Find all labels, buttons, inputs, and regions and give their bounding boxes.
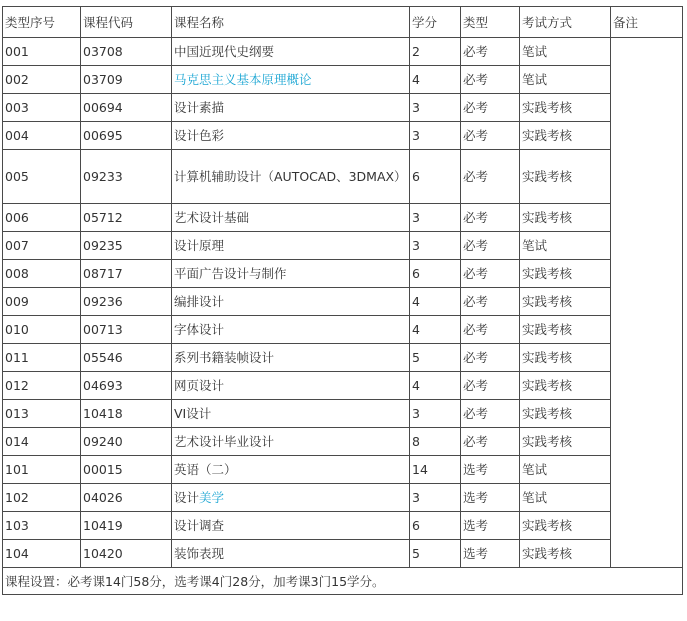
cell-credits: 4 [410, 316, 461, 344]
cell-code: 10419 [81, 512, 172, 540]
cell-name [172, 66, 410, 94]
cell-type: 必考 [461, 288, 520, 316]
cell-credits: 14 [410, 456, 461, 484]
cell-seq: 005 [3, 150, 81, 204]
cell-seq: 002 [3, 66, 81, 94]
cell-type: 必考 [461, 372, 520, 400]
cell-seq: 010 [3, 316, 81, 344]
cell-exam: 实践考核 [520, 204, 611, 232]
cell-code: 09240 [81, 428, 172, 456]
cell-seq: 102 [3, 484, 81, 512]
cell-name: 计算机辅助设计（AUTOCAD、3DMAX） [172, 150, 410, 204]
cell-exam: 笔试 [520, 456, 611, 484]
table-row [3, 260, 683, 288]
cell-code: 09236 [81, 288, 172, 316]
cell-seq: 101 [3, 456, 81, 484]
cell-code: 05712 [81, 204, 172, 232]
table-row [3, 204, 683, 232]
cell-credits: 5 [410, 540, 461, 568]
cell-code: 05546 [81, 344, 172, 372]
cell-exam: 实践考核 [520, 540, 611, 568]
table-row [3, 484, 683, 512]
table-row [3, 122, 683, 150]
cell-code: 04693 [81, 372, 172, 400]
table-header-row [3, 7, 683, 38]
header-credits: 学分 [410, 7, 461, 38]
cell-type: 选考 [461, 512, 520, 540]
cell-name [172, 484, 410, 512]
cell-seq: 009 [3, 288, 81, 316]
cell-seq: 004 [3, 122, 81, 150]
cell-type: 必考 [461, 400, 520, 428]
cell-code: 03709 [81, 66, 172, 94]
course-name-link[interactable]: 马克思主义基本原理概论 [174, 72, 312, 87]
table-row [3, 66, 683, 94]
cell-code: 04026 [81, 484, 172, 512]
cell-code: 00695 [81, 122, 172, 150]
cell-seq: 001 [3, 38, 81, 66]
table-footer-row [3, 568, 683, 595]
table-row [3, 428, 683, 456]
cell-name: 系列书籍装帧设计 [172, 344, 410, 372]
cell-exam: 笔试 [520, 232, 611, 260]
cell-credits: 3 [410, 94, 461, 122]
cell-name: 艺术设计基础 [172, 204, 410, 232]
table-row [3, 38, 683, 66]
cell-seq: 011 [3, 344, 81, 372]
header-exam: 考试方式 [520, 7, 611, 38]
cell-name: 设计原理 [172, 232, 410, 260]
cell-type: 选考 [461, 484, 520, 512]
course-name-link[interactable]: 美学 [199, 490, 225, 505]
cell-name: 平面广告设计与制作 [172, 260, 410, 288]
cell-credits: 5 [410, 344, 461, 372]
cell-seq: 103 [3, 512, 81, 540]
cell-credits: 3 [410, 204, 461, 232]
cell-type: 必考 [461, 94, 520, 122]
cell-credits: 3 [410, 122, 461, 150]
table-row [3, 288, 683, 316]
cell-type: 必考 [461, 232, 520, 260]
cell-type: 必考 [461, 66, 520, 94]
table-row [3, 344, 683, 372]
table-row [3, 316, 683, 344]
cell-credits: 6 [410, 512, 461, 540]
cell-name: 设计素描 [172, 94, 410, 122]
cell-code: 03708 [81, 38, 172, 66]
cell-exam: 实践考核 [520, 94, 611, 122]
cell-exam: 实践考核 [520, 122, 611, 150]
cell-credits: 3 [410, 232, 461, 260]
cell-name: 设计调查 [172, 512, 410, 540]
header-note: 备注 [611, 7, 683, 38]
header-code: 课程代码 [81, 7, 172, 38]
cell-code: 00694 [81, 94, 172, 122]
cell-credits: 6 [410, 150, 461, 204]
cell-name: VI设计 [172, 400, 410, 428]
cell-exam: 实践考核 [520, 400, 611, 428]
cell-name: 字体设计 [172, 316, 410, 344]
cell-type: 必考 [461, 344, 520, 372]
header-seq: 类型序号 [3, 7, 81, 38]
cell-credits: 4 [410, 288, 461, 316]
cell-seq: 008 [3, 260, 81, 288]
cell-name: 装饰表现 [172, 540, 410, 568]
cell-name: 中国近现代史纲要 [172, 38, 410, 66]
cell-code: 09235 [81, 232, 172, 260]
cell-exam: 笔试 [520, 66, 611, 94]
table-row [3, 512, 683, 540]
cell-seq: 012 [3, 372, 81, 400]
cell-exam: 实践考核 [520, 372, 611, 400]
cell-credits: 6 [410, 260, 461, 288]
cell-exam: 实践考核 [520, 288, 611, 316]
cell-credits: 8 [410, 428, 461, 456]
cell-type: 必考 [461, 204, 520, 232]
cell-type: 必考 [461, 316, 520, 344]
table-row [3, 94, 683, 122]
cell-seq: 014 [3, 428, 81, 456]
cell-name: 英语（二） [172, 456, 410, 484]
cell-type: 必考 [461, 122, 520, 150]
cell-exam: 实践考核 [520, 150, 611, 204]
cell-credits: 3 [410, 484, 461, 512]
cell-exam: 笔试 [520, 38, 611, 66]
cell-name: 艺术设计毕业设计 [172, 428, 410, 456]
table-row [3, 400, 683, 428]
cell-code: 00713 [81, 316, 172, 344]
cell-exam: 实践考核 [520, 428, 611, 456]
cell-seq: 007 [3, 232, 81, 260]
cell-name: 编排设计 [172, 288, 410, 316]
cell-type: 必考 [461, 260, 520, 288]
table-row [3, 372, 683, 400]
table-row [3, 540, 683, 568]
note-cell [611, 38, 683, 568]
cell-exam: 实践考核 [520, 316, 611, 344]
table-row [3, 150, 683, 204]
cell-exam: 笔试 [520, 484, 611, 512]
cell-type: 选考 [461, 540, 520, 568]
cell-code: 10418 [81, 400, 172, 428]
course-summary: 课程设置：必考课14门58分，选考课4门28分，加考课3门15学分。 [3, 568, 683, 595]
cell-seq: 013 [3, 400, 81, 428]
cell-type: 选考 [461, 456, 520, 484]
cell-name: 设计色彩 [172, 122, 410, 150]
cell-type: 必考 [461, 150, 520, 204]
cell-exam: 实践考核 [520, 344, 611, 372]
cell-seq: 006 [3, 204, 81, 232]
header-type: 类型 [461, 7, 520, 38]
cell-type: 必考 [461, 38, 520, 66]
cell-credits: 4 [410, 372, 461, 400]
table-row [3, 232, 683, 260]
cell-code: 10420 [81, 540, 172, 568]
header-name: 课程名称 [172, 7, 410, 38]
cell-code: 09233 [81, 150, 172, 204]
cell-exam: 实践考核 [520, 512, 611, 540]
course-table [2, 6, 683, 595]
cell-exam: 实践考核 [520, 260, 611, 288]
cell-name: 网页设计 [172, 372, 410, 400]
cell-seq: 104 [3, 540, 81, 568]
cell-code: 08717 [81, 260, 172, 288]
course-name-prefix: 设计 [174, 490, 200, 505]
table-row [3, 456, 683, 484]
cell-credits: 3 [410, 400, 461, 428]
cell-type: 必考 [461, 428, 520, 456]
cell-credits: 4 [410, 66, 461, 94]
cell-code: 00015 [81, 456, 172, 484]
cell-seq: 003 [3, 94, 81, 122]
cell-credits: 2 [410, 38, 461, 66]
